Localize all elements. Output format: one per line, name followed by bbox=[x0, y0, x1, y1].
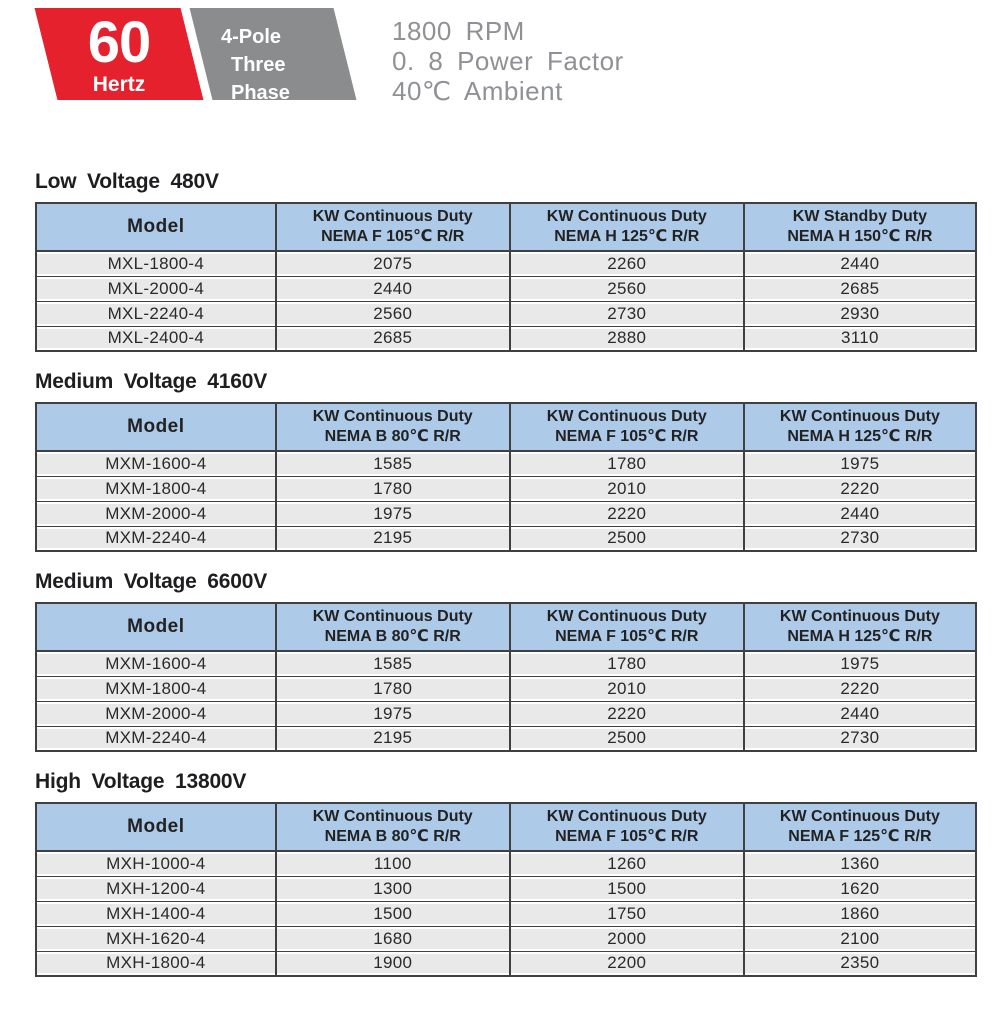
kw-value-cell: 2220 bbox=[744, 676, 976, 701]
frequency-value: 60 bbox=[87, 10, 151, 76]
column-header-line: NEMA F 105℃ R/R bbox=[555, 628, 699, 645]
voltage-section bbox=[35, 770, 977, 977]
kw-value-cell: 2685 bbox=[744, 276, 976, 301]
model-cell: MXM-2000-4 bbox=[36, 701, 276, 726]
kw-value-cell: 1780 bbox=[276, 476, 510, 501]
model-cell: MXM-1600-4 bbox=[36, 451, 276, 476]
kw-value-cell: 2200 bbox=[510, 951, 744, 976]
table-row bbox=[36, 451, 976, 476]
model-cell: MXH-1000-4 bbox=[36, 851, 276, 876]
table-header-row bbox=[36, 403, 976, 451]
column-header-line: Model bbox=[127, 616, 185, 637]
kw-value-cell: 2560 bbox=[510, 276, 744, 301]
table-row bbox=[36, 251, 976, 276]
kw-value-cell: 2500 bbox=[510, 526, 744, 551]
column-header-line: KW Continuous Duty bbox=[546, 808, 707, 825]
kw-value-cell: 2220 bbox=[510, 701, 744, 726]
column-header-line: KW Continuous Duty bbox=[546, 208, 707, 225]
kw-value-cell: 2730 bbox=[510, 301, 744, 326]
column-header-line: KW Continuous Duty bbox=[779, 808, 940, 825]
kw-value-cell: 1260 bbox=[510, 851, 744, 876]
kw-duty-column-header bbox=[276, 403, 510, 451]
frequency-badge-content bbox=[46, 8, 192, 100]
kw-value-cell: 2440 bbox=[744, 251, 976, 276]
kw-value-cell: 2880 bbox=[510, 326, 744, 351]
table-row bbox=[36, 701, 976, 726]
kw-value-cell: 1500 bbox=[510, 876, 744, 901]
kw-value-cell: 1585 bbox=[276, 451, 510, 476]
model-cell: MXM-2240-4 bbox=[36, 726, 276, 751]
column-header-line: NEMA B 80℃ R/R bbox=[324, 828, 461, 845]
spec-table bbox=[35, 802, 977, 977]
frequency-badge bbox=[35, 8, 204, 100]
model-cell: MXH-1400-4 bbox=[36, 901, 276, 926]
kw-value-cell: 2730 bbox=[744, 526, 976, 551]
column-header-line: NEMA H 150℃ R/R bbox=[787, 228, 933, 245]
model-column-header bbox=[36, 403, 276, 451]
column-header-line: Model bbox=[127, 216, 185, 237]
table-header-row bbox=[36, 803, 976, 851]
table-header-row bbox=[36, 603, 976, 651]
column-header-line: KW Continuous Duty bbox=[546, 408, 707, 425]
table-row bbox=[36, 276, 976, 301]
spec-list bbox=[392, 16, 624, 106]
table-row bbox=[36, 501, 976, 526]
column-header-line: KW Continuous Duty bbox=[779, 608, 940, 625]
spec-power-factor: 0. 8 Power Factor bbox=[392, 46, 624, 76]
kw-value-cell: 2730 bbox=[744, 726, 976, 751]
column-header-line: KW Continuous Duty bbox=[312, 208, 473, 225]
table-row bbox=[36, 851, 976, 876]
kw-duty-column-header bbox=[276, 803, 510, 851]
kw-duty-column-header bbox=[510, 803, 744, 851]
kw-value-cell: 1900 bbox=[276, 951, 510, 976]
model-cell: MXM-1600-4 bbox=[36, 651, 276, 676]
model-cell: MXL-1800-4 bbox=[36, 251, 276, 276]
table-row bbox=[36, 476, 976, 501]
kw-value-cell: 1860 bbox=[744, 901, 976, 926]
column-header-line: NEMA F 105℃ R/R bbox=[555, 428, 699, 445]
kw-duty-column-header bbox=[744, 203, 976, 251]
table-row bbox=[36, 526, 976, 551]
column-header-line: Model bbox=[127, 816, 185, 837]
kw-value-cell: 1780 bbox=[510, 651, 744, 676]
kw-value-cell: 1100 bbox=[276, 851, 510, 876]
spec-table bbox=[35, 402, 977, 552]
model-column-header bbox=[36, 803, 276, 851]
kw-value-cell: 2260 bbox=[510, 251, 744, 276]
model-cell: MXH-1800-4 bbox=[36, 951, 276, 976]
voltage-section bbox=[35, 570, 977, 752]
model-column-header bbox=[36, 203, 276, 251]
pole-phase-badge bbox=[190, 8, 357, 104]
column-header-line: KW Continuous Duty bbox=[312, 408, 473, 425]
kw-value-cell: 1975 bbox=[744, 451, 976, 476]
model-column-header bbox=[36, 603, 276, 651]
column-header-line: NEMA H 125℃ R/R bbox=[787, 628, 933, 645]
kw-duty-column-header bbox=[744, 803, 976, 851]
spec-rpm: 1800 RPM bbox=[392, 16, 525, 46]
column-header-line: NEMA F 125℃ R/R bbox=[788, 828, 932, 845]
table-row bbox=[36, 726, 976, 751]
kw-value-cell: 2195 bbox=[276, 526, 510, 551]
frequency-unit: Hertz bbox=[92, 72, 146, 96]
kw-value-cell: 1975 bbox=[744, 651, 976, 676]
kw-duty-column-header bbox=[510, 403, 744, 451]
kw-duty-column-header bbox=[744, 603, 976, 651]
kw-value-cell: 2560 bbox=[276, 301, 510, 326]
table-row bbox=[36, 676, 976, 701]
column-header-line: KW Continuous Duty bbox=[779, 408, 940, 425]
column-header-line: NEMA B 80℃ R/R bbox=[324, 628, 461, 645]
voltage-section bbox=[35, 370, 977, 552]
kw-value-cell: 1500 bbox=[276, 901, 510, 926]
table-header-row bbox=[36, 203, 976, 251]
kw-value-cell: 1975 bbox=[276, 701, 510, 726]
model-cell: MXM-2000-4 bbox=[36, 501, 276, 526]
column-header-line: KW Standby Duty bbox=[792, 208, 927, 225]
model-cell: MXM-1800-4 bbox=[36, 476, 276, 501]
kw-value-cell: 2000 bbox=[510, 926, 744, 951]
voltage-section bbox=[35, 170, 977, 352]
kw-value-cell: 2350 bbox=[744, 951, 976, 976]
kw-value-cell: 1750 bbox=[510, 901, 744, 926]
column-header-line: KW Continuous Duty bbox=[312, 608, 473, 625]
kw-value-cell: 2075 bbox=[276, 251, 510, 276]
pole-phase-badge-content bbox=[201, 8, 345, 104]
kw-value-cell: 2100 bbox=[744, 926, 976, 951]
pole-label: 4-Pole bbox=[221, 26, 282, 48]
column-header-line: KW Continuous Duty bbox=[312, 808, 473, 825]
kw-value-cell: 3110 bbox=[744, 326, 976, 351]
kw-value-cell: 2930 bbox=[744, 301, 976, 326]
table-row bbox=[36, 301, 976, 326]
kw-value-cell: 1975 bbox=[276, 501, 510, 526]
spec-ambient: 40℃ Ambient bbox=[392, 76, 563, 106]
kw-duty-column-header bbox=[510, 203, 744, 251]
column-header-line: NEMA F 105℃ R/R bbox=[555, 828, 699, 845]
table-row bbox=[36, 901, 976, 926]
table-row bbox=[36, 926, 976, 951]
section-title: Medium Voltage 6600V bbox=[35, 570, 268, 593]
table-row bbox=[36, 651, 976, 676]
kw-value-cell: 1300 bbox=[276, 876, 510, 901]
kw-duty-column-header bbox=[510, 603, 744, 651]
model-cell: MXM-2240-4 bbox=[36, 526, 276, 551]
kw-value-cell: 2220 bbox=[744, 476, 976, 501]
kw-value-cell: 2440 bbox=[276, 276, 510, 301]
table-row bbox=[36, 876, 976, 901]
kw-value-cell: 1360 bbox=[744, 851, 976, 876]
kw-value-cell: 2440 bbox=[744, 701, 976, 726]
column-header-line: NEMA F 105℃ R/R bbox=[321, 228, 465, 245]
spec-table bbox=[35, 202, 977, 352]
model-cell: MXL-2400-4 bbox=[36, 326, 276, 351]
kw-value-cell: 2220 bbox=[510, 501, 744, 526]
kw-value-cell: 2195 bbox=[276, 726, 510, 751]
kw-value-cell: 2010 bbox=[510, 676, 744, 701]
model-cell: MXH-1620-4 bbox=[36, 926, 276, 951]
kw-value-cell: 1780 bbox=[276, 676, 510, 701]
kw-duty-column-header bbox=[276, 203, 510, 251]
column-header-line: Model bbox=[127, 416, 185, 437]
kw-value-cell: 2440 bbox=[744, 501, 976, 526]
spec-table bbox=[35, 602, 977, 752]
kw-value-cell: 2010 bbox=[510, 476, 744, 501]
model-cell: MXL-2000-4 bbox=[36, 276, 276, 301]
kw-value-cell: 2685 bbox=[276, 326, 510, 351]
kw-value-cell: 1585 bbox=[276, 651, 510, 676]
column-header-line: KW Continuous Duty bbox=[546, 608, 707, 625]
column-header-line: NEMA H 125℃ R/R bbox=[787, 428, 933, 445]
kw-value-cell: 1620 bbox=[744, 876, 976, 901]
model-cell: MXH-1200-4 bbox=[36, 876, 276, 901]
kw-duty-column-header bbox=[744, 403, 976, 451]
section-title: Medium Voltage 4160V bbox=[35, 370, 268, 393]
model-cell: MXL-2240-4 bbox=[36, 301, 276, 326]
kw-duty-column-header bbox=[276, 603, 510, 651]
tables-container bbox=[35, 170, 977, 977]
section-title: Low Voltage 480V bbox=[35, 170, 219, 193]
column-header-line: NEMA H 125℃ R/R bbox=[554, 228, 700, 245]
phase-label: Three Phase bbox=[231, 54, 290, 104]
kw-value-cell: 1780 bbox=[510, 451, 744, 476]
kw-value-cell: 2500 bbox=[510, 726, 744, 751]
kw-value-cell: 1680 bbox=[276, 926, 510, 951]
table-row bbox=[36, 326, 976, 351]
column-header-line: NEMA B 80℃ R/R bbox=[324, 428, 461, 445]
table-row bbox=[36, 951, 976, 976]
section-title: High Voltage 13800V bbox=[35, 770, 247, 793]
model-cell: MXM-1800-4 bbox=[36, 676, 276, 701]
